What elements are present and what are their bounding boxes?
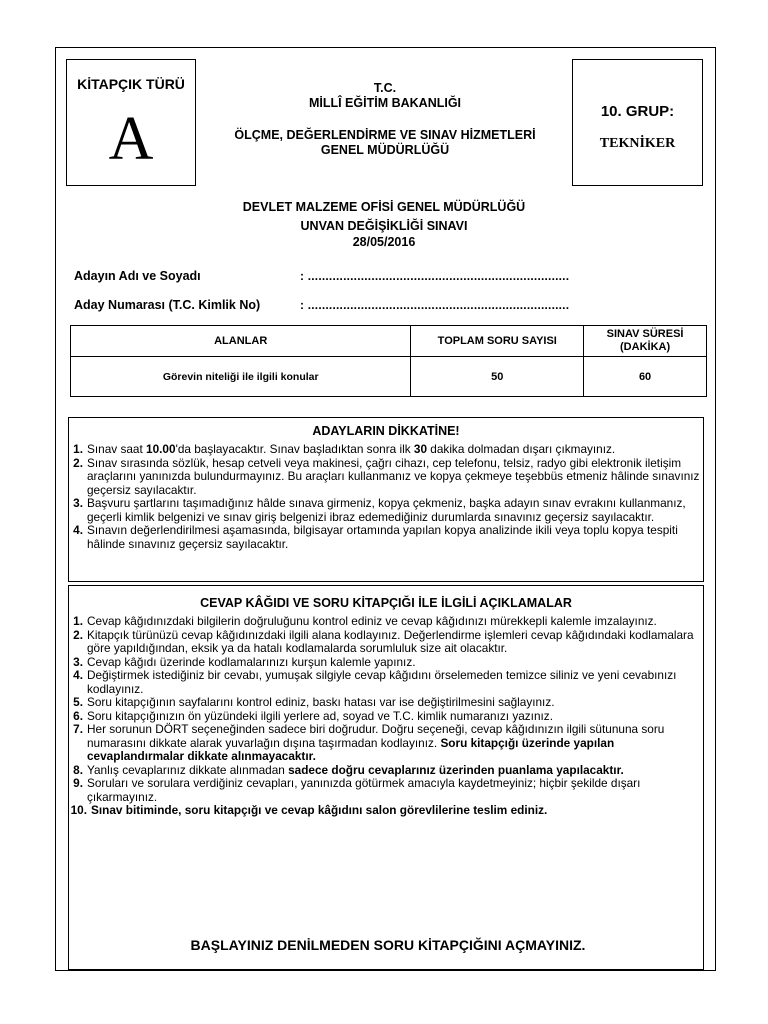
table-header-row (71, 326, 707, 357)
exam-name: UNVAN DEĞİŞİKLİĞİ SINAVI (300, 219, 468, 233)
booklet-type-letter: A (108, 105, 154, 173)
header-duration (584, 326, 707, 357)
attention-list (69, 443, 703, 551)
list-item: 1. Cevap kâğıdınızdaki bilgilerin doğruluğunu kontrol ediniz ve cevap kâğıdınızı mürekkepli kalemle imzalayınız. (73, 614, 657, 628)
list-item: 3. Başvuru şartlarını taşımadığınız hâlde sınava girmeniz, kopya çekmeniz, başka adayın sınav evrakını kullanmanız, geçerli kimlik belgenizi ve sınav giriş belgenizi ibraz edemediğiniz durumlarda sınavınız geçersiz sayılacaktır. (73, 496, 686, 524)
list-item: 8. Yanlış cevaplarınız dikkate alınmadan sadece doğru cevaplarınız üzerinden puanlama yapılacaktır. (73, 762, 624, 777)
exam-date: 28/05/2016 (352, 235, 416, 249)
attention-title: ADAYLARIN DİKKATİNE! (312, 424, 460, 438)
candidate-name-field[interactable]: : .......................................................................... (300, 269, 570, 283)
footer-warning: BAŞLAYINIZ DENİLMEDEN SORU KİTAPÇIĞINI AÇMAYINIZ. (190, 937, 586, 953)
list-item: 7. Her sorunun DÖRT seçeneğinden sadece biri doğrudur. Doğru seçeneği, cevap kâğıdınızın ilgili sütununa soru numarasını dikkate alarak yuvarlağın dışına taşırmadan kodlayınız. Soru kitapçığı üzerinde yapılan cevaplandırmalar dikkate alınmayacaktır. (73, 722, 665, 763)
header-duration-line2: (DAKİKA) (620, 341, 671, 353)
instructions-title: CEVAP KÂĞIDI VE SORU KİTAPÇIĞI İLE İLGİLİ AÇIKLAMALAR (200, 596, 572, 610)
group-box (572, 59, 703, 186)
list-item: 4. Sınavın değerlendirilmesi aşamasında, bilgisayar ortamında yapılan kopya analizinde ikili veya toplu kopya tespiti hâlinde sınavınız geçersiz sayılacaktır. (73, 523, 678, 551)
group-name: TEKNİKER (599, 136, 676, 151)
instructions-box (68, 585, 704, 970)
cell-question-count: 50 (411, 357, 584, 397)
table-row (71, 357, 707, 397)
attention-box (68, 417, 704, 582)
cell-subject: Görevin niteliği ile ilgili konular (71, 357, 411, 397)
list-item: 5. Soru kitapçığının sayfalarını kontrol ediniz, baskı hatası var ise değiştirilmesini sağlayınız. (73, 695, 555, 709)
header-question-count: TOPLAM SORU SAYISI (411, 326, 584, 357)
list-item: 10. Sınav bitiminde, soru kitapçığı ve cevap kâğıdını salon görevlilerine teslim ediniz. (70, 803, 548, 817)
candidate-id-field[interactable]: : .......................................................................... (300, 298, 570, 312)
list-item: 9. Soruları ve sorulara verdiğiniz cevapları, yanınızda götürmek amacıyla kaydetmeyiniz; hiçbir şekilde dışarı çıkarmayınız. (73, 776, 641, 804)
list-item: 1. Sınav saat 10.00'da başlayacaktır. Sınav başladıktan sonra ilk 30 dakika dolmadan dışarı çıkmayınız. (73, 442, 616, 456)
header-directorate: GENEL MÜDÜRLÜĞÜ (320, 143, 450, 157)
booklet-type-box (66, 59, 196, 186)
list-item: 6. Soru kitapçığınızın ön yüzündeki ilgili yerlere ad, soyad ve T.C. kimlik numaranızı yazınız. (73, 708, 553, 723)
exam-organization: DEVLET MALZEME OFİSİ GENEL MÜDÜRLÜĞÜ (242, 200, 526, 214)
subjects-table (70, 325, 707, 397)
header-duration-line1: SINAV SÜRESİ (606, 328, 684, 340)
list-item: 2. Sınav sırasında sözlük, hesap cetveli veya makinesi, çağrı cihazı, cep telefonu, telsiz, radyo gibi elektronik iletişim araçlarını yanınızda bulundurmayınız. Bu araçları kullanmanız ve kopya çekmeye teşebbüs etmeniz hâlinde sınavınız geçersiz sayılacaktır. (73, 455, 700, 497)
instructions-list (69, 615, 703, 818)
candidate-name-label: Adayın Adı ve Soyadı (74, 269, 201, 283)
group-label: 10. GRUP: (600, 103, 675, 120)
candidate-id-label: Aday Numarası (T.C. Kimlik No) (74, 298, 261, 312)
booklet-type-label: KİTAPÇIK TÜRÜ (77, 76, 185, 92)
list-item: 2. Kitapçık türünüzü cevap kâğıdınızdaki ilgili alana kodlayınız. Değerlendirme işlemleri cevap kâğıdındaki kodlamalara göre yapıldığından, eksik ya da hatalı kodlamalarda sorumluluk size ait olacaktır. (73, 627, 694, 655)
header-tc: T.C. (373, 81, 397, 95)
list-item: 4. Değiştirmek istediğiniz bir cevabı, yumuşak silgiyle cevap kâğıdını örselemeden temizce siliniz ve yeni cevabınızı kodlayınız. (73, 668, 677, 696)
header-areas: ALANLAR (71, 326, 411, 357)
header-department: ÖLÇME, DEĞERLENDİRME VE SINAV HİZMETLERİ (234, 128, 536, 142)
header-ministry: MİLLÎ EĞİTİM BAKANLIĞI (308, 96, 462, 110)
list-item: 3. Cevap kâğıdı üzerinde kodlamalarınızı kurşun kalemle yapınız. (73, 654, 416, 669)
cell-duration: 60 (584, 357, 707, 397)
